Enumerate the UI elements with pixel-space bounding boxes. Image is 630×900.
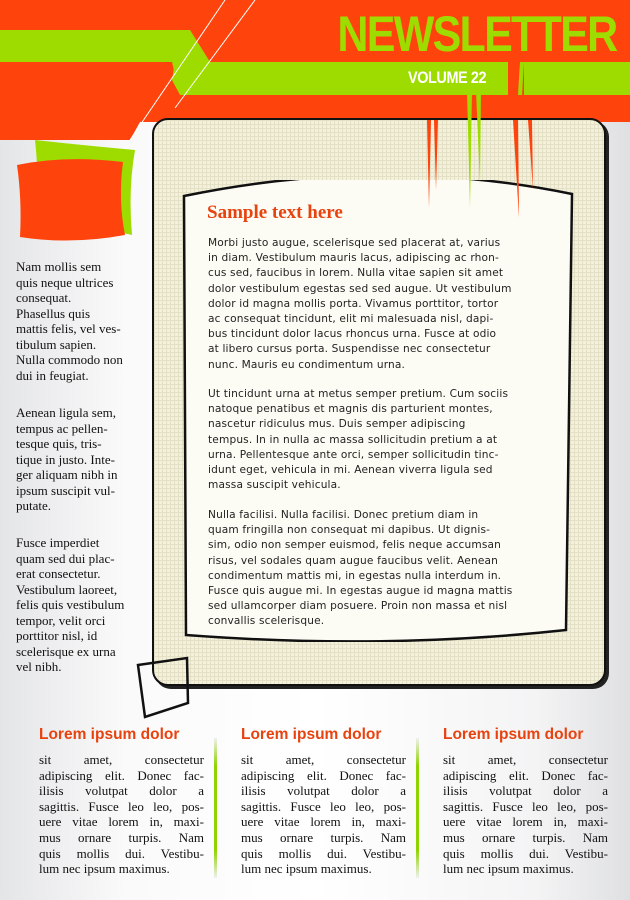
text-line: sagittis. Fusce leo leo, pos- xyxy=(241,798,406,814)
text-line: convallis scelerisque. xyxy=(208,615,325,628)
text-line: nunc. Mauris eu condimentum urna. xyxy=(208,358,406,371)
text-line: tesque quis, tris- xyxy=(16,436,102,451)
text-line: Vestibulum laoreet, xyxy=(16,581,118,597)
text-line: tibulum sapien. xyxy=(16,336,97,352)
text-line: massa suscipit vehicula. xyxy=(208,479,341,492)
text-line: adipiscing elit. Donec fac- xyxy=(443,767,608,783)
text-line: natoque penatibus et magnis dis parturient montes, xyxy=(208,403,493,416)
sidebar-paragraph-3 xyxy=(16,535,146,675)
text-line: risus, vel sodales quam augue faucibus velit. Aenean xyxy=(208,554,499,567)
text-line: quam sed dui plac- xyxy=(16,550,115,566)
text-line: Morbi justo augue, scelerisque sed placerat at, varius xyxy=(208,237,501,249)
volume-label: VOLUME 22 xyxy=(408,68,487,87)
text-line: sit amet, consectetur xyxy=(39,752,204,767)
text-line: cus sed, faucibus in lorem. Nulla vitae sapien sit amet xyxy=(208,267,504,280)
text-line: quis mollis dui. Vestibu- xyxy=(241,845,406,861)
text-line: Ut tincidunt urna at metus semper pretium. Cum sociis xyxy=(208,388,509,400)
text-line: lum nec ipsum maximus. xyxy=(39,861,170,877)
text-line: Fusce imperdiet xyxy=(16,535,100,550)
text-line: tique in justo. Inte- xyxy=(16,451,115,467)
text-line: nascetur ridiculus mus. Duis semper adipiscing xyxy=(208,418,466,431)
text-line: at libero cursus porta. Suspendisse nec consectetur xyxy=(208,343,491,356)
sidebar-paragraph-1 xyxy=(16,259,146,383)
text-line: putate. xyxy=(16,498,52,513)
column-3-body xyxy=(443,752,608,877)
text-line: vel nibh. xyxy=(16,659,62,674)
text-line: adipiscing elit. Donec fac- xyxy=(241,767,406,783)
text-line: urna. Pellentesque ante orci, semper sollicitudin tinc- xyxy=(208,448,499,461)
text-line: tempus ac pellen- xyxy=(16,420,108,436)
column-3-heading: Lorem ipsum dolor xyxy=(443,726,584,743)
text-line: Fusce quis augue mi. In egestas augue id magna mattis xyxy=(208,585,513,598)
text-line: ilisis volutpat dolor a xyxy=(241,783,406,799)
text-line: sit amet, consectetur xyxy=(443,752,608,767)
text-line: ger aliquam nibh in xyxy=(16,467,118,482)
feature-paragraph-3 xyxy=(208,508,568,630)
text-line: mus ornare turpis. Nam xyxy=(443,829,608,845)
text-line: consequat. xyxy=(16,290,72,305)
text-line: quis neque ultrices xyxy=(16,274,114,290)
text-line: dui in feugiat. xyxy=(16,367,89,383)
text-line: felis quis vestibulum xyxy=(16,597,125,612)
text-line: in diam. Vestibulum mauris lacus, adipiscing ac rhon- xyxy=(208,252,499,265)
column-divider xyxy=(214,738,217,878)
text-line: ipsum suscipit vul- xyxy=(16,482,115,498)
decorative-spikes xyxy=(420,90,550,230)
text-line: dolor vestibulum egestas sed sed augue. Ut vestibulum xyxy=(208,282,512,295)
decorative-squares xyxy=(10,135,145,245)
text-line: sim, odio non semper euismod, felis neque accumsan xyxy=(208,539,502,552)
column-2-heading: Lorem ipsum dolor xyxy=(241,726,382,743)
text-line: quis mollis dui. Vestibu- xyxy=(39,845,204,861)
newsletter-title: NEWSLETTER xyxy=(336,6,616,62)
column-2-body xyxy=(241,752,406,877)
text-line: uere vitae lorem in, maxi- xyxy=(241,814,406,830)
text-line: mus ornare turpis. Nam xyxy=(39,829,204,845)
green-stripe-right xyxy=(172,62,630,95)
text-line: sed ullamcorper diam posuere. Proin non massa et nisl xyxy=(208,600,508,613)
text-line: lum nec ipsum maximus. xyxy=(241,861,372,877)
text-line: Nulla commodo non xyxy=(16,352,123,367)
text-line: quam fringilla non consequat mi dapibus. Ut dignis- xyxy=(208,524,491,537)
text-line: Nulla facilisi. Nulla facilisi. Donec pretium diam in xyxy=(208,509,479,521)
column-divider xyxy=(416,738,419,878)
text-line: sagittis. Fusce leo leo, pos- xyxy=(443,798,608,814)
feature-paragraph-2 xyxy=(208,387,568,493)
text-line: ilisis volutpat dolor a xyxy=(39,783,204,799)
text-line: dolor id magna mollis porta. Vivamus porttitor, tortor xyxy=(208,297,499,310)
text-line: Nam mollis sem xyxy=(16,259,102,274)
text-line: lum nec ipsum maximus. xyxy=(443,861,574,877)
text-line: ilisis volutpat dolor a xyxy=(443,783,608,799)
text-line: ac consequat tincidunt, elit mi malesuada nisl, dapi- xyxy=(208,313,494,326)
text-line: mattis felis, vel ves- xyxy=(16,321,121,336)
text-line: uere vitae lorem in, maxi- xyxy=(443,814,608,830)
text-line: quis mollis dui. Vestibu- xyxy=(443,845,608,861)
text-line: erat consectetur. xyxy=(16,566,101,581)
text-line: bus tincidunt dolor lacus rhoncus urna. Fusce at odio xyxy=(208,328,497,341)
text-line: sit amet, consectetur xyxy=(241,752,406,767)
text-line: scelerisque ex urna xyxy=(16,643,116,659)
text-line: tempus. In in nulla ac massa sollicitudin pretium a at xyxy=(208,433,498,446)
text-line: mus ornare turpis. Nam xyxy=(241,829,406,845)
sidebar-paragraph-2 xyxy=(16,405,146,514)
green-stripe-left xyxy=(0,30,210,62)
text-line: condimentum mattis mi, in egestas nulla interdum in. xyxy=(208,569,502,582)
text-line: tempor, velit orci xyxy=(16,612,106,628)
text-line: uere vitae lorem in, maxi- xyxy=(39,814,204,830)
text-line: sagittis. Fusce leo leo, pos- xyxy=(39,798,204,814)
column-1-body xyxy=(39,752,204,877)
text-line: Aenean ligula sem, xyxy=(16,405,116,420)
text-line: Phasellus quis xyxy=(16,305,91,321)
text-line: idunt eget, vehicula in mi. Aenean viverra ligula sed xyxy=(208,464,493,477)
column-1-heading: Lorem ipsum dolor xyxy=(39,726,180,743)
feature-paragraph-1 xyxy=(208,236,568,373)
text-line: adipiscing elit. Donec fac- xyxy=(39,767,204,783)
text-line: porttitor nisl, id xyxy=(16,628,98,643)
feature-heading: Sample text here xyxy=(207,202,343,223)
